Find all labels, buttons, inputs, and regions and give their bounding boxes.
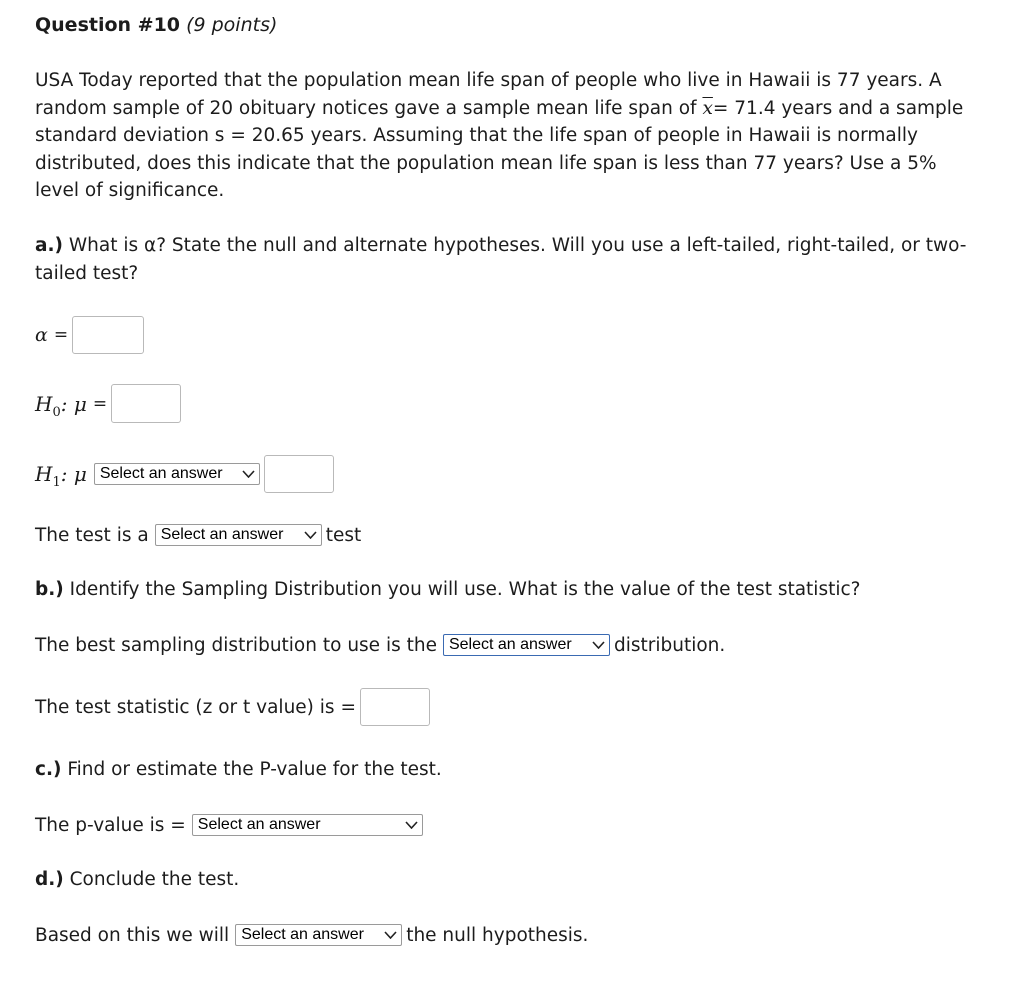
problem-line-4: distributed, does this indicate that the population mean life span is less than 77 years? Use a 5% xyxy=(35,152,937,174)
h0-equals: = xyxy=(92,393,108,414)
alpha-row xyxy=(35,316,144,354)
chevron-down-icon xyxy=(242,470,255,478)
conclusion-row xyxy=(35,924,588,946)
problem-line-2a: random sample of 20 obituary notices gave a sample mean life span of xyxy=(35,97,703,119)
problem-line-2b: = 71.4 years and a sample xyxy=(712,97,964,119)
part-a-text-2: tailed test? xyxy=(35,262,139,284)
test-type-row xyxy=(35,524,361,546)
test-statistic-input[interactable] xyxy=(360,688,430,726)
problem-line-5: level of significance. xyxy=(35,180,225,201)
h1-row xyxy=(35,455,334,493)
conclusion-prefix: Based on this we will xyxy=(35,924,230,946)
test-statistic-label: The test statistic (z or t value) is = xyxy=(35,696,356,718)
part-d-text: Conclude the test. xyxy=(63,869,240,890)
chevron-down-icon xyxy=(384,931,397,939)
part-b-text: Identify the Sampling Distribution you will use. What is the value of the test statistic? xyxy=(63,579,861,600)
question-points: (9 points) xyxy=(186,14,278,36)
conclusion-select[interactable]: Select an answer xyxy=(235,924,402,946)
pvalue-row xyxy=(35,814,423,836)
question-title xyxy=(35,14,277,36)
pvalue-label: The p-value is = xyxy=(35,814,186,836)
chevron-down-icon xyxy=(592,641,605,649)
part-d-heading xyxy=(35,869,239,890)
part-b-heading xyxy=(35,579,860,600)
distribution-row xyxy=(35,634,725,656)
alpha-input[interactable] xyxy=(72,316,144,354)
test-statistic-row xyxy=(35,688,430,726)
pvalue-select[interactable]: Select an answer xyxy=(192,814,423,836)
chevron-down-icon xyxy=(405,821,418,829)
alpha-symbol: α xyxy=(35,324,48,346)
sample-mean-symbol: $\overline{x}$ xyxy=(702,97,713,119)
part-c-label: c.) xyxy=(35,759,62,780)
part-c-text: Find or estimate the P-value for the test. xyxy=(61,759,442,780)
part-a-text-1: What is α? State the null and alternate hypotheses. Will you use a left-tailed, right-tailed, or two- xyxy=(62,235,967,256)
test-type-suffix: test xyxy=(325,524,362,546)
h0-row xyxy=(35,384,181,423)
part-b-label: b.) xyxy=(35,579,64,600)
conclusion-suffix: the null hypothesis. xyxy=(406,924,589,946)
distribution-suffix: distribution. xyxy=(613,634,726,656)
part-d-label: d.) xyxy=(35,869,64,890)
problem-line-1: USA Today reported that the population mean life span of people who live in Hawaii is 77 years. A xyxy=(35,70,942,91)
problem-statement xyxy=(35,67,985,205)
h1-sign-select[interactable]: Select an answer xyxy=(94,463,260,485)
question-number: Question #10 xyxy=(35,14,181,36)
h1-label: $H_1$: μ xyxy=(35,462,87,490)
h0-label: $H_0$: μ xyxy=(35,391,87,420)
h0-mu-input[interactable] xyxy=(111,384,181,423)
distribution-prefix: The best sampling distribution to use is the xyxy=(35,634,437,656)
part-a-label: a.) xyxy=(35,235,63,256)
distribution-select[interactable]: Select an answer xyxy=(443,634,610,656)
alpha-equals: = xyxy=(53,325,69,345)
problem-line-2 xyxy=(35,95,985,123)
test-type-prefix: The test is a xyxy=(35,524,149,546)
part-a-heading xyxy=(35,232,995,287)
chevron-down-icon xyxy=(304,531,317,539)
test-type-select[interactable]: Select an answer xyxy=(155,524,322,546)
h1-mu-input[interactable] xyxy=(264,455,334,493)
problem-line-3: standard deviation s = 20.65 years. Assuming that the life span of people in Hawaii is normally xyxy=(35,125,918,146)
part-c-heading xyxy=(35,759,442,780)
